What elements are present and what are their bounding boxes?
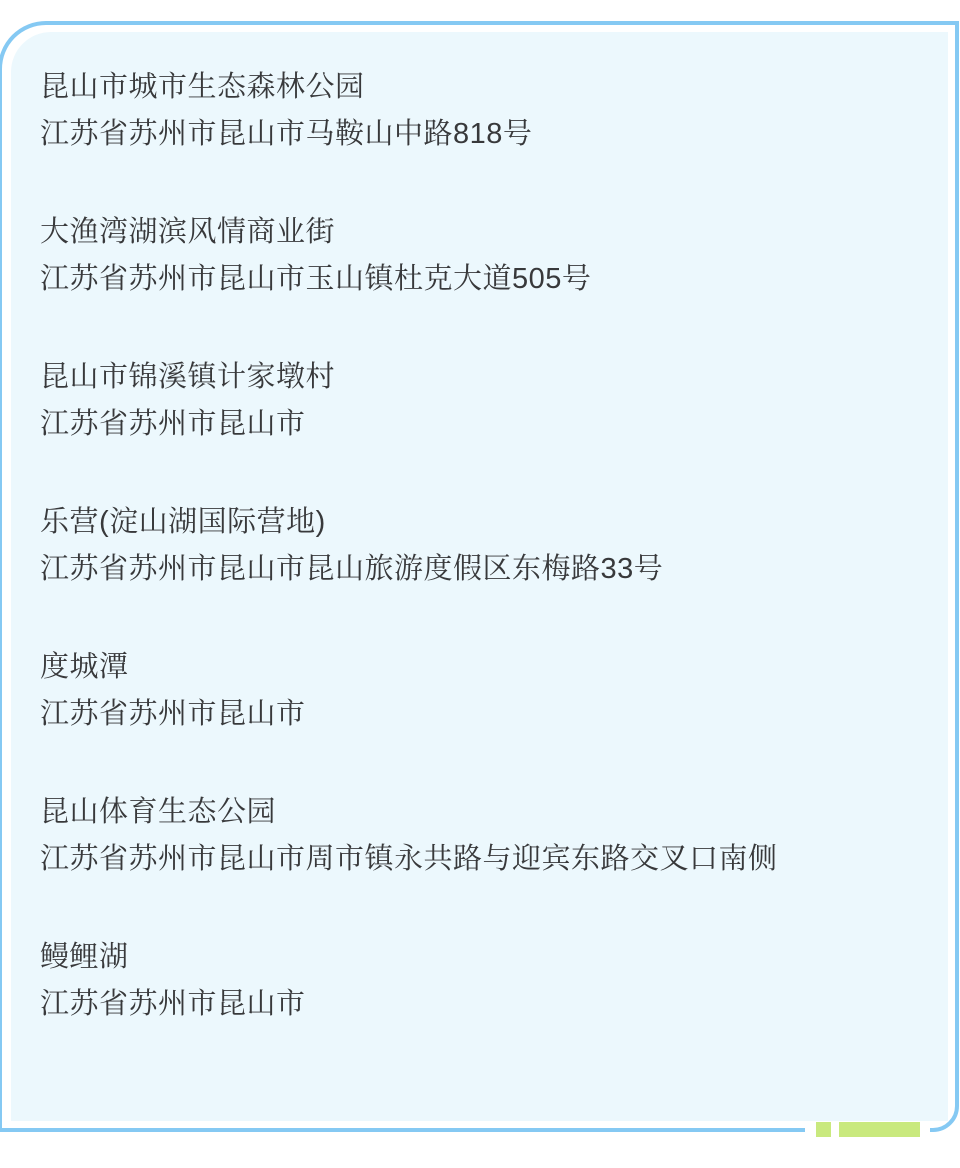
location-name: 昆山市城市生态森林公园	[40, 71, 365, 103]
scale-bar-square	[816, 1122, 831, 1137]
location-list-item[interactable]	[40, 64, 922, 158]
location-list-item[interactable]	[40, 934, 922, 1028]
location-name: 大渔湾湖滨风情商业街	[40, 216, 336, 248]
location-name: 昆山体育生态公园	[40, 796, 277, 828]
scale-bar-segment	[839, 1122, 920, 1137]
location-address: 江苏省苏州市昆山市	[40, 408, 306, 440]
location-list-item[interactable]	[40, 209, 922, 303]
location-list-item[interactable]	[40, 644, 922, 738]
location-address: 江苏省苏州市昆山市玉山镇杜克大道505号	[40, 263, 592, 295]
location-list-item[interactable]	[40, 354, 922, 448]
location-address: 江苏省苏州市昆山市周市镇永共路与迎宾东路交叉口南侧	[40, 843, 778, 875]
location-name: 乐营(淀山湖国际营地)	[40, 506, 326, 538]
location-address: 江苏省苏州市昆山市	[40, 988, 306, 1020]
location-address: 江苏省苏州市昆山市昆山旅游度假区东梅路33号	[40, 553, 664, 585]
location-results-card	[11, 32, 948, 1121]
location-address: 江苏省苏州市昆山市马鞍山中路818号	[40, 118, 533, 150]
location-list-item[interactable]	[40, 499, 922, 593]
location-name: 昆山市锦溪镇计家墩村	[40, 361, 336, 393]
location-name: 鳗鲤湖	[40, 941, 129, 973]
location-address: 江苏省苏州市昆山市	[40, 698, 306, 730]
location-name: 度城潭	[40, 651, 129, 683]
location-list-item[interactable]	[40, 789, 922, 883]
location-list	[40, 64, 922, 1028]
